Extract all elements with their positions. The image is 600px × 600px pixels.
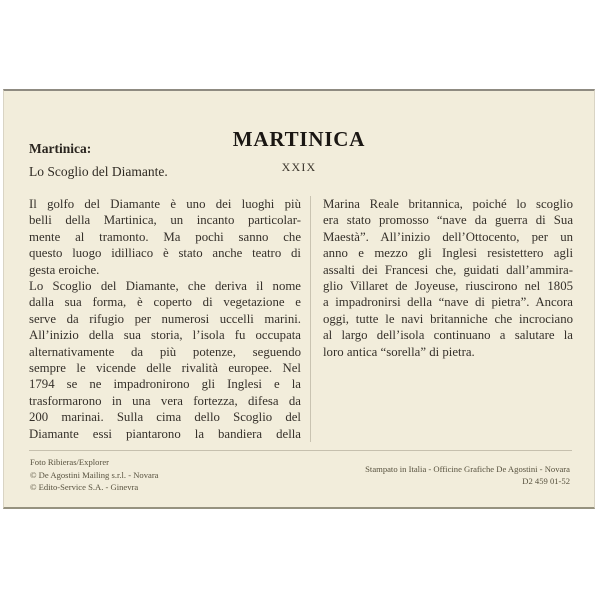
text-line: 1794 se ne impadronirono gli Inglesi e la <box>29 377 301 392</box>
subject-subtitle: Lo Scoglio del Diamante. <box>29 164 168 179</box>
card-title: MARTINICA <box>232 127 366 151</box>
postcard-back <box>3 89 595 509</box>
left-column <box>29 196 311 442</box>
text-line: dalla sua forma, è coperto di vegetazione e <box>29 295 301 310</box>
print-imprint <box>365 463 570 487</box>
text-line: Il golfo del Diamante è uno dei luoghi più <box>29 197 301 211</box>
text-line: Marina Reale britannica, poiché lo scoglio <box>323 197 573 211</box>
footer-divider <box>29 450 572 451</box>
right-column <box>311 196 573 360</box>
text-line: gesta eroiche. <box>29 262 100 277</box>
publisher-credit-line: © Edito-Service S.A. - Ginevra <box>30 482 139 493</box>
text-line: glio Villaret de Joyeuse, riuscirono nel 1805 <box>323 279 573 294</box>
text-line: sempre le vicende delle rivalità europee. Nel <box>29 361 301 376</box>
text-line: assalti dei Francesi che, guidati dall’ammira- <box>323 262 573 277</box>
publisher-credit-line: © De Agostini Mailing s.r.l. - Novara <box>30 469 159 480</box>
text-line: anno e mezzo gli Inglesi resistettero agli <box>323 246 573 261</box>
text-line: loro antica “sorella” di pietra. <box>323 344 475 359</box>
chapter-numeral: XXIX <box>281 160 317 174</box>
text-line: era stato promosso “nave da guerra di Sua <box>323 213 573 228</box>
text-line: trasformarono in una vera fortezza, difesa da <box>29 393 301 408</box>
text-line: alternativamente da più potenze, seguendo <box>29 344 301 359</box>
text-line: questo luogo idilliaco è stato anche teatro di <box>29 246 301 261</box>
text-line: belli della Martinica, un incanto particolar- <box>29 213 301 228</box>
body-text <box>29 196 573 442</box>
text-line: al largo dell’isola continuano a salutare la <box>323 328 573 343</box>
text-line: serve da rifugio per numerosi uccelli marini. <box>29 311 301 326</box>
text-line: Maestà”. All’inizio dell’Ottocento, per un <box>323 229 573 244</box>
text-line: oggi, tutte le navi britanniche che incrociano <box>323 311 573 326</box>
text-line: 200 marinai. Sulla cima dello Scoglio del <box>29 410 301 425</box>
text-line: a impadronirsi della “nave di pietra”. Ancora <box>323 295 573 310</box>
text-line: Diamante essi piantarono la bandiera della <box>29 426 301 441</box>
subject-heading: Martinica: <box>29 141 92 156</box>
text-line: All’inizio della sua storia, l’isola fu occupata <box>29 328 301 343</box>
text-line: Lo Scoglio del Diamante, che deriva il nome <box>29 279 301 294</box>
photo-credit-line: Foto Ribieras/Explorer <box>30 457 110 467</box>
imprint-line: Stampato in Italia - Officine Grafiche De Agostini - Novara <box>365 464 570 474</box>
photo-credits <box>30 456 159 494</box>
print-code: D2 459 01-52 <box>522 476 570 487</box>
text-line: mente al tramonto. Ma pochi sanno che <box>29 229 301 244</box>
